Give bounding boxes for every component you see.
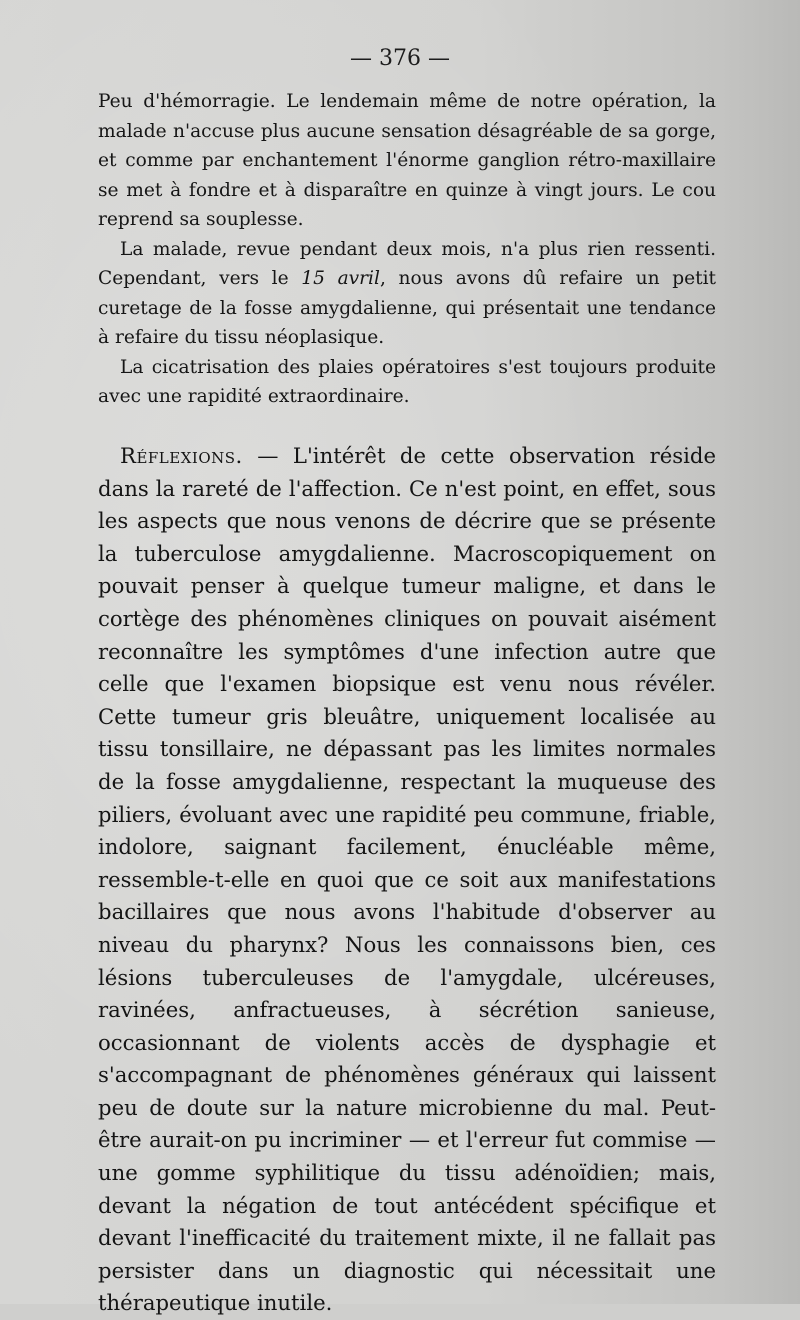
observation-section: [98, 87, 716, 412]
page-number: — 376 —: [350, 46, 450, 71]
reflexions-heading: Réflexions.: [120, 443, 243, 468]
reflexions-paragraph: [98, 440, 716, 1320]
observation-date: 15 avril: [301, 268, 380, 289]
reflexions-section: [98, 440, 716, 1320]
observation-paragraph-2-end: , nous avons dû refaire un petit curetage de la fosse amygdalienne, qui présentait une tendance à refaire du tissu néoplasique.: [98, 268, 716, 348]
observation-paragraph-3: La cicatrisation des plaies opératoires s'est toujours produite avec une rapidité extraordinaire.: [98, 356, 716, 407]
observation-paragraph-1: Peu d'hémorragie. Le lendemain même de notre opération, la malade n'accuse plus aucune sensation désagréable de sa gorge, et comme par enchantement l'énorme ganglion rétro-maxillaire se met à fondre et à disparaître en quinze à vingt jours. Le cou reprend sa souplesse.: [98, 91, 716, 230]
observation-paragraph-2-start: La malade, revue pendant deux mois, n'a plus rien ressenti. Cependant, vers le: [98, 238, 716, 289]
reflexions-body: — L'intérêt de cette observation réside dans la rareté de l'affection. Ce n'est point, en effet, sous les aspects que nous venons de décrire que se présente la tuberculose amygdalienne. Macroscopiquement on pouvait penser à quelque tumeur maligne, et dans le cortège des phénomènes cliniques on pouvait aisément reconnaître les symptômes d'une infection autre que celle que l'examen biopsique est venu nous révéler. Cette tumeur gris bleuâtre, uniquement localisée au tissu tonsillaire, ne dépassant pas les limites normales de la fosse amygdalienne, respectant la muqueuse des piliers, évoluant avec une rapidité peu commune, friable, indolore, saignant facilement, énucléable même, ressemble-t-elle en quoi que ce soit aux manifestations bacillaires que nous avons l'habitude d'observer au niveau du pharynx? Nous les connaissons bien, ces lésions tuberculeuses de l'amygdale, ulcéreuses, ravinées, anfractueuses, à sécrétion sanieuse, occasionnant de violents accès de dysphagie et s'accompagnant de phénomènes généraux qui laissent peu de doute sur la nature microbienne du mal. Peut-être aurait-on pu incriminer — et l'erreur fut commise — une gomme syphilitique du tissu adénoïdien; mais, devant la négation de tout antécédent spécifique et devant l'inefficacité du traitement mixte, il ne fallait pas persister dans un diagnostic qui nécessitait une thérapeutique inutile.: [98, 443, 716, 1316]
observation-paragraph-2: [98, 235, 716, 353]
